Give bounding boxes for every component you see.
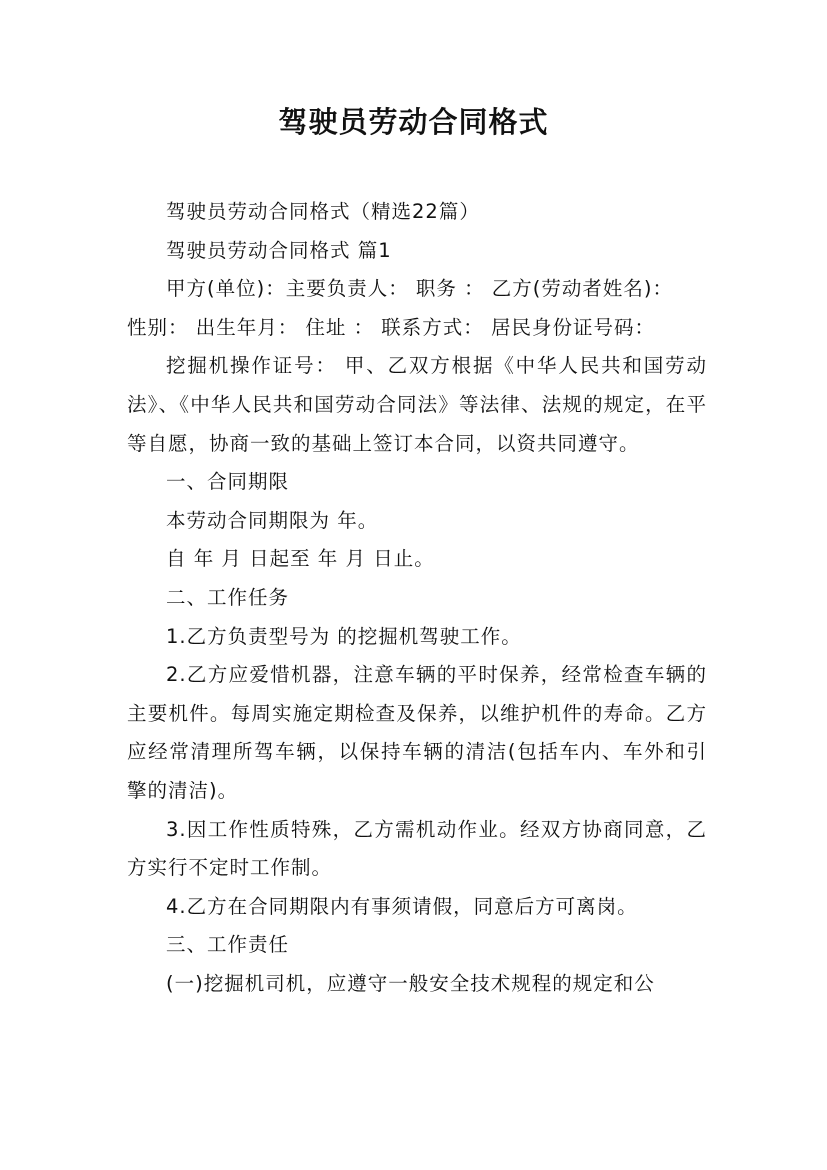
paragraph-subtitle: 驾驶员劳动合同格式（精选22篇）	[166, 200, 480, 223]
paragraph-task-1: 1.乙方负责型号为 的挖掘机驾驶工作。	[166, 624, 522, 648]
heading-work-responsibilities: 三、工作责任	[166, 933, 290, 957]
heading-work-tasks: 二、工作任务	[166, 585, 290, 609]
paragraph-section-heading: 驾驶员劳动合同格式 篇1	[166, 238, 392, 262]
document-body	[127, 193, 707, 1003]
paragraph-party-info: 甲方(单位)：主要负责人： 职务 ： 乙方(劳动者姓名)：	[166, 277, 674, 301]
paragraph-task-3: 3.因工作性质特殊，乙方需机动作业。经双方协商同意，乙方实行不定时工作制。	[127, 817, 707, 880]
paragraph-task-2: 2.乙方应爱惜机器，注意车辆的平时保养，经常检查车辆的主要机件。每周实施定期检查及保养，以维护机件的寿命。乙方应经常清理所驾车辆，以保持车辆的清洁(包括车内、车外和引擎的清洁)。	[127, 663, 707, 802]
paragraph-personal-info: 性别： 出生年月： 住址 ： 联系方式： 居民身份证号码：	[127, 315, 655, 339]
paragraph-term-length: 本劳动合同期限为 年。	[166, 508, 379, 532]
paragraph-task-4: 4.乙方在合同期限内有事须请假，同意后方可离岗。	[166, 894, 638, 918]
paragraph-responsibility-1: (一)挖掘机司机，应遵守一般安全技术规程的规定和公	[166, 971, 655, 995]
document-title: 驾驶员劳动合同格式	[278, 105, 549, 139]
heading-contract-term: 一、合同期限	[166, 470, 290, 494]
paragraph-preamble: 挖掘机操作证号： 甲、乙双方根据《中华人民共和国劳动法》、《中华人民共和国劳动合同法》等法律、法规的规定，在平等自愿，协商一致的基础上签订本合同，以资共同遵守。	[127, 354, 707, 455]
paragraph-term-dates: 自 年 月 日起至 年 月 日止。	[166, 547, 435, 571]
